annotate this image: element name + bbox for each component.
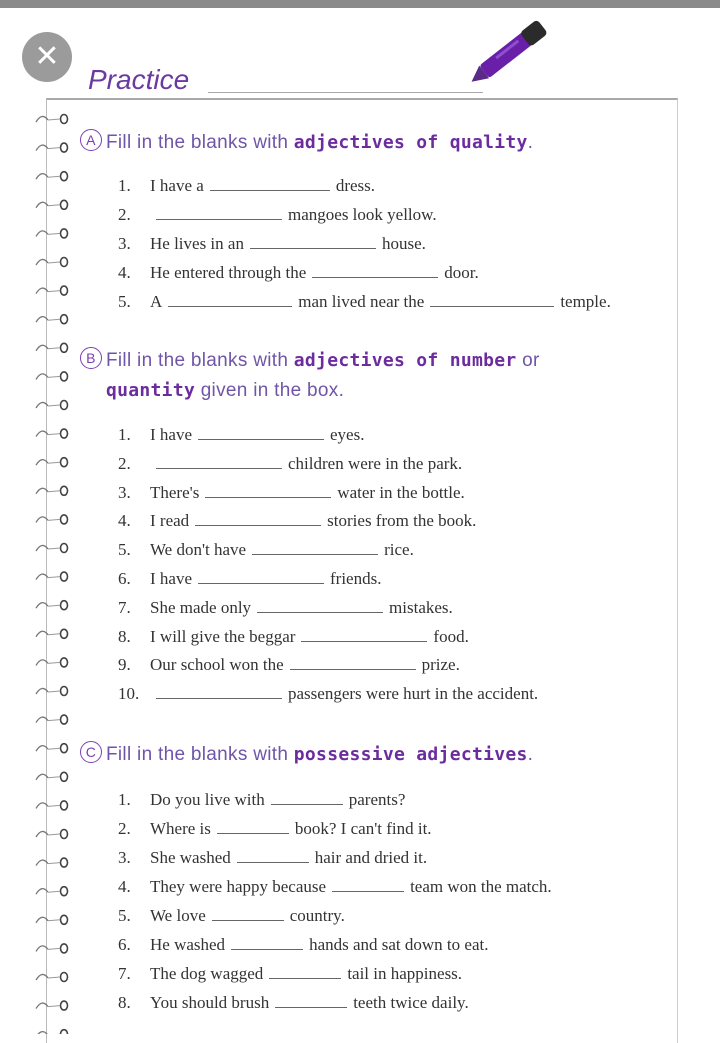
section-badge: B	[80, 347, 102, 369]
question-item	[118, 425, 364, 447]
question-text: book? I can't find it.	[294, 819, 432, 838]
close-icon: ✕	[34, 39, 60, 74]
question-text: dress.	[335, 176, 376, 195]
question-text: rice.	[384, 540, 414, 560]
question-item	[118, 540, 414, 562]
answer-blank[interactable]	[212, 907, 284, 921]
section-badge: A	[80, 129, 102, 151]
title-underline	[208, 92, 483, 93]
question-number: 1.	[118, 790, 131, 809]
close-button[interactable]	[22, 32, 72, 82]
question-number: 9.	[118, 655, 131, 675]
pen-icon	[460, 8, 560, 98]
question-item	[118, 569, 381, 591]
answer-blank[interactable]	[195, 512, 321, 526]
instruction-lead: Fill in the blanks with	[106, 350, 294, 371]
page-title: Practice	[88, 64, 190, 95]
answer-blank[interactable]	[252, 541, 378, 555]
question-text: passengers were hurt in the accident.	[288, 684, 539, 704]
question-text: I have a	[150, 176, 204, 195]
question-number: 6.	[118, 569, 131, 588]
answer-blank[interactable]	[168, 293, 292, 307]
question-text: water in the bottle.	[337, 482, 465, 502]
binding-ring	[36, 801, 68, 810]
answer-blank[interactable]	[250, 235, 376, 249]
binding-ring	[36, 629, 68, 638]
instruction-lead: Fill in the blanks with	[106, 744, 294, 765]
binding-ring	[36, 858, 68, 867]
answer-blank[interactable]	[217, 820, 289, 834]
question-text: tail in happiness.	[347, 964, 463, 983]
question-item	[118, 964, 462, 986]
answer-blank[interactable]	[156, 685, 282, 699]
question-number: 7.	[118, 597, 131, 617]
binding-ring	[36, 1001, 68, 1010]
section-c-heading	[80, 740, 533, 770]
question-item	[118, 819, 432, 841]
question-item	[118, 511, 476, 533]
question-item	[118, 655, 460, 677]
question-text: hands and sat down to eat.	[309, 935, 489, 954]
question-text: She made only	[150, 597, 252, 617]
binding-ring	[36, 200, 68, 209]
question-text: temple.	[560, 292, 611, 311]
question-number: 5.	[118, 292, 131, 311]
binding-ring	[36, 486, 68, 495]
question-text: prize.	[421, 655, 460, 675]
binding-ring	[36, 372, 68, 381]
question-text: I have	[150, 569, 193, 588]
binding-ring	[36, 687, 68, 696]
question-item	[118, 627, 469, 649]
question-item	[118, 234, 426, 256]
binding-ring	[36, 286, 68, 295]
instruction-tail: .	[527, 744, 534, 765]
question-item	[118, 906, 345, 928]
answer-blank[interactable]	[205, 484, 331, 498]
question-number: 4.	[118, 263, 131, 282]
instruction-bold: possessive adjectives	[293, 744, 528, 765]
binding-ring	[36, 544, 68, 553]
top-bar	[0, 0, 720, 8]
question-item	[118, 205, 437, 227]
binding-ring	[36, 458, 68, 467]
question-item	[118, 176, 375, 198]
question-number: 1.	[118, 425, 131, 444]
question-text: hair and dried it.	[314, 848, 428, 867]
question-text: Our school won the	[150, 655, 284, 675]
question-number: 10.	[118, 684, 140, 704]
question-text: door.	[444, 263, 479, 282]
section-instruction	[106, 740, 533, 770]
answer-blank[interactable]	[301, 628, 427, 642]
question-text: I read	[150, 511, 190, 531]
answer-blank[interactable]	[198, 426, 324, 440]
question-text: I will give the beggar	[150, 626, 296, 646]
spiral-binding	[30, 104, 80, 1034]
question-number: 2.	[118, 819, 131, 838]
section-instruction	[106, 128, 533, 158]
binding-ring	[36, 258, 68, 267]
answer-blank[interactable]	[290, 656, 416, 670]
answer-blank[interactable]	[312, 264, 438, 278]
answer-blank[interactable]	[156, 206, 282, 220]
answer-blank[interactable]	[198, 570, 324, 584]
question-item	[118, 263, 479, 285]
binding-ring	[36, 658, 68, 667]
question-item	[118, 684, 538, 706]
binding-ring	[36, 973, 68, 982]
binding-ring	[36, 915, 68, 924]
section-instruction	[106, 346, 540, 406]
question-text: He lives in an	[150, 234, 244, 253]
instruction-bold: quantity	[106, 380, 196, 401]
answer-blank[interactable]	[332, 878, 404, 892]
answer-blank[interactable]	[275, 994, 347, 1008]
question-item	[118, 993, 469, 1015]
binding-ring	[36, 429, 68, 438]
question-text: She washed	[150, 848, 231, 867]
question-text: The dog wagged	[150, 964, 264, 983]
binding-ring	[36, 830, 68, 839]
question-number: 4.	[118, 877, 131, 896]
answer-blank[interactable]	[210, 177, 330, 191]
question-number: 8.	[118, 993, 131, 1012]
question-text: A	[150, 292, 163, 311]
question-text: I have	[150, 425, 193, 444]
answer-blank[interactable]	[231, 936, 303, 950]
instruction-bold: adjectives of number	[293, 350, 517, 371]
question-text: We love	[150, 906, 206, 925]
question-number: 1.	[118, 176, 131, 195]
binding-ring	[36, 715, 68, 724]
question-number: 4.	[118, 511, 131, 531]
question-number: 2.	[118, 205, 131, 224]
section-b-heading	[80, 346, 540, 406]
binding-ring	[36, 572, 68, 581]
binding-ring	[36, 143, 68, 152]
question-text: Where is	[150, 819, 211, 838]
question-item	[118, 877, 552, 899]
section-a-heading	[80, 128, 533, 158]
binding-ring	[36, 315, 68, 324]
answer-blank[interactable]	[257, 599, 383, 613]
question-text: country.	[289, 906, 345, 925]
instruction-tail: .	[527, 132, 534, 153]
question-text: children were in the park.	[288, 453, 463, 473]
binding-ring	[36, 343, 68, 352]
binding-ring	[36, 744, 68, 753]
binding-ring	[36, 229, 68, 238]
question-text: stories from the book.	[327, 511, 477, 531]
question-item	[118, 935, 488, 957]
question-text: food.	[433, 626, 469, 646]
instruction-tail: given in the box.	[195, 380, 345, 401]
answer-blank[interactable]	[156, 455, 282, 469]
question-text: team won the match.	[410, 877, 552, 896]
instruction-lead: Fill in the blanks with	[106, 132, 294, 153]
question-text: house.	[381, 234, 426, 253]
question-text: parents?	[348, 790, 406, 809]
question-number: 8.	[118, 626, 131, 646]
question-text: He entered through the	[150, 263, 307, 282]
question-text: There's	[150, 482, 200, 502]
question-item	[118, 292, 611, 314]
question-text: You should brush	[150, 993, 270, 1012]
question-number: 3.	[118, 482, 131, 502]
question-text: We don't have	[150, 540, 247, 560]
answer-blank[interactable]	[237, 849, 309, 863]
question-text: teeth twice daily.	[353, 993, 469, 1012]
binding-ring	[36, 601, 68, 610]
question-text: Do you live with	[150, 790, 265, 809]
question-text: They were happy because	[150, 877, 327, 896]
question-text: mangoes look yellow.	[288, 205, 437, 224]
binding-ring	[36, 115, 68, 124]
question-text: He washed	[150, 935, 226, 954]
question-item	[118, 483, 465, 505]
binding-ring	[36, 1030, 68, 1034]
question-number: 6.	[118, 935, 131, 954]
question-item	[118, 454, 462, 476]
question-text: friends.	[330, 569, 382, 588]
question-number: 3.	[118, 848, 131, 867]
question-text: man lived near the	[298, 292, 425, 311]
question-item	[118, 848, 427, 870]
binding-ring	[36, 515, 68, 524]
question-item	[118, 790, 405, 812]
answer-blank[interactable]	[430, 293, 554, 307]
question-item	[118, 598, 453, 620]
answer-blank[interactable]	[269, 965, 341, 979]
question-number: 2.	[118, 453, 131, 473]
binding-ring	[36, 887, 68, 896]
instruction-tail: or	[516, 350, 540, 371]
question-number: 5.	[118, 906, 131, 925]
binding-ring	[36, 401, 68, 410]
instruction-bold: adjectives of quality	[293, 132, 528, 153]
binding-ring	[36, 172, 68, 181]
question-number: 5.	[118, 540, 131, 560]
binding-ring	[36, 944, 68, 953]
answer-blank[interactable]	[271, 791, 343, 805]
section-badge: C	[80, 741, 102, 763]
question-number: 7.	[118, 964, 131, 983]
binding-ring	[36, 772, 68, 781]
question-number: 3.	[118, 234, 131, 253]
question-text: eyes.	[330, 425, 365, 444]
question-text: mistakes.	[389, 597, 453, 617]
